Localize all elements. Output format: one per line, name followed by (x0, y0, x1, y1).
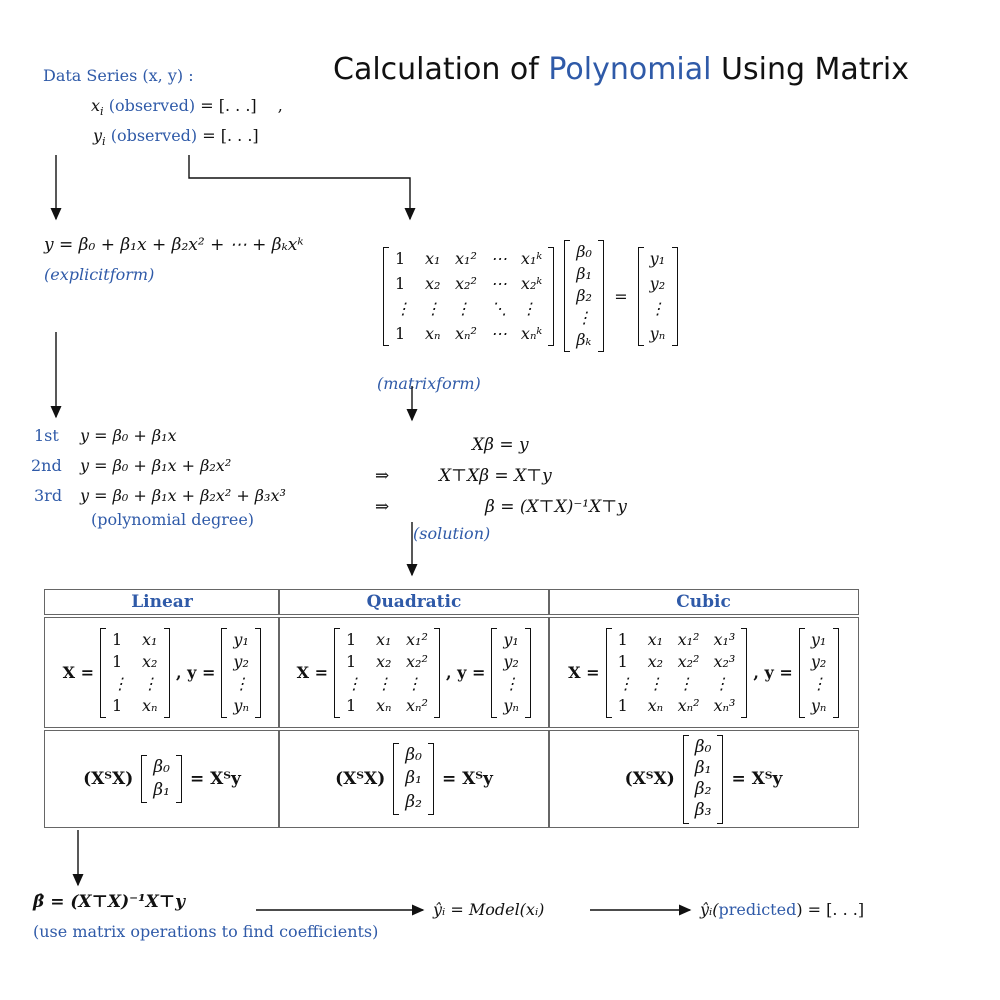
matrix-caption: (matrixform) (377, 374, 481, 393)
matrix-cell: xₙ² (455, 323, 477, 343)
matrix-cell: ⋮ (647, 673, 664, 693)
matrix-cell: xₙ (647, 695, 664, 715)
y-label: , y = (445, 663, 486, 682)
matrix-cell: x₁ (647, 629, 663, 649)
matrix-cell: x₂² (455, 273, 477, 293)
y-label: , y = (753, 663, 793, 682)
matrix-cell: y₁ (503, 629, 519, 649)
matrix-cell: ⋱ (490, 298, 507, 318)
matrix-cell: β₁ (153, 780, 170, 800)
model-equation: ŷᵢ = Model(xᵢ) (433, 900, 545, 919)
matrix-cell: xₙ² (677, 695, 700, 715)
matrix-cell: β₂ (576, 286, 592, 305)
solution-arrow: ⇒ (375, 497, 390, 517)
matrix-cell: xₙᵏ (520, 323, 543, 343)
matrix-cell: ⋮ (406, 673, 423, 693)
matrix-cell: 1 (617, 651, 628, 671)
predicted-word: predicted (718, 900, 797, 919)
explicit-equation: y = β₀ + β₁x + β₂x² + ⋯ + βₖxᵏ (44, 235, 304, 255)
normal-lhs: (XᵀX) (335, 769, 386, 789)
normal-rhs: = Xᵀy (189, 769, 241, 789)
matrix-cell: xₙ (425, 323, 441, 343)
matrix-cell: y₂ (649, 273, 666, 293)
matrix-cell: x₂² (677, 651, 700, 671)
normal-rhs: = Xᵀy (441, 769, 493, 789)
matrix-cell: x₁ (141, 629, 158, 649)
matrix-cell: β₁ (694, 757, 712, 778)
matrix-cell: x₂³ (713, 651, 736, 671)
solution-equation: Xβ = y (472, 435, 529, 455)
matrix-cell: 1 (111, 695, 123, 715)
matrix-cell: ⋮ (455, 298, 471, 318)
matrix-cell: β₀ (576, 242, 592, 261)
matrix-cell: ⋯ (490, 323, 507, 343)
solution-arrow: ⇒ (375, 466, 390, 486)
matrix-cell: ⋮ (346, 673, 363, 693)
title-prefix: Calculation of (333, 52, 549, 87)
explicit-caption: (explicitform) (44, 265, 155, 284)
matrix-cell: xₙ³ (713, 695, 736, 715)
y-note: (observed) (110, 126, 198, 145)
matrix-cell: ⋮ (677, 673, 694, 693)
matrix-cell: 1 (395, 323, 406, 343)
matrix-cell: yₙ (233, 695, 249, 715)
x-var: x (91, 96, 101, 115)
x-comma: , (277, 96, 283, 115)
matrix-cell: βₖ (576, 330, 592, 349)
x-sub: i (100, 105, 104, 119)
x-note: (observed) (108, 96, 196, 115)
matrix-cell: ⋮ (376, 673, 393, 693)
degree-label: 3rd (34, 486, 63, 505)
matrix-cell: x₂ (141, 651, 158, 671)
matrix-cell: x₂² (406, 651, 428, 671)
matrix-cell: yₙ (503, 695, 519, 715)
solution-equation: β = (X⊤X)⁻¹X⊤y (485, 497, 627, 517)
matrix-cell: ⋮ (810, 673, 827, 693)
matrix-cell: ⋮ (111, 673, 128, 693)
matrix-cell: 1 (617, 629, 628, 649)
matrix-cell: 1 (346, 651, 357, 671)
matrix-cell: x₁³ (713, 629, 736, 649)
matrix-cell: ⋮ (233, 673, 250, 693)
x-value: = [. . .] (200, 96, 257, 115)
matrix-cell: xₙ² (406, 695, 428, 715)
title-highlight: Polynomial (548, 52, 712, 87)
predicted-prefix: ŷᵢ( (700, 900, 719, 919)
y-value: = [. . .] (202, 126, 259, 145)
matrix-cell: x₁² (677, 629, 700, 649)
y-sub: i (102, 135, 106, 149)
predicted-suffix: ) = [. . .] (796, 900, 865, 919)
matrix-cell: x₂ᵏ (520, 273, 543, 293)
degree-label: 2nd (31, 456, 62, 475)
matrix-cell: 1 (346, 695, 357, 715)
matrix-cell: ⋮ (576, 308, 593, 327)
matrix-cell: ⋯ (490, 248, 507, 268)
matrix-cell: β₃ (694, 800, 712, 821)
matrix-cell: xₙ (376, 695, 392, 715)
matrix-cell: β₀ (153, 756, 170, 777)
matrix-cell: y₂ (503, 651, 519, 671)
matrix-cell: β₁ (576, 264, 592, 283)
matrix-cell: xₙ (141, 695, 158, 715)
matrix-cell: y₂ (233, 651, 249, 671)
matrix-cell: β₁ (405, 768, 422, 789)
matrix-cell: ⋮ (713, 673, 730, 693)
matrix-cell: 1 (395, 273, 406, 293)
beta-hat-equation: β̂ = (X⊤X)⁻¹X⊤y (33, 892, 185, 912)
x-label: X = (296, 663, 329, 682)
matrix-equals: = (614, 286, 628, 306)
degree-caption: (polynomial degree) (91, 510, 255, 529)
matrix-cell: y₁ (810, 629, 827, 649)
degree-equation: y = β₀ + β₁x + β₂x² + β₃x³ (80, 486, 286, 505)
solution-caption: (solution) (413, 524, 491, 543)
matrix-cell: 1 (346, 629, 357, 649)
matrix-cell: β₀ (405, 745, 422, 766)
matrix-cell: ⋮ (425, 298, 441, 318)
matrix-cell: y₁ (233, 629, 249, 649)
header-label: Linear (131, 592, 193, 612)
matrix-cell: 1 (395, 248, 406, 268)
matrix-cell: x₂ (647, 651, 663, 671)
matrix-cell: x₁² (455, 248, 477, 268)
y-label: , y = (175, 663, 216, 682)
solution-equation: X⊤Xβ = X⊤y (439, 466, 552, 486)
matrix-cell: β₀ (694, 736, 712, 757)
matrix-cell: x₁ (425, 248, 441, 268)
matrix-cell: ⋮ (520, 298, 537, 318)
matrix-cell: yₙ (810, 695, 827, 715)
matrix-cell: x₂ (425, 273, 441, 293)
matrix-cell: β₂ (694, 779, 712, 799)
degree-equation: y = β₀ + β₁x + β₂x² (80, 456, 232, 475)
normal-lhs: (XᵀX) (624, 769, 675, 789)
y-var: y (93, 126, 103, 145)
matrix-cell: ⋮ (617, 673, 634, 693)
degree-equation: y = β₀ + β₁x (80, 426, 177, 445)
matrix-cell: x₁ᵏ (520, 248, 543, 268)
matrix-cell: ⋮ (649, 298, 666, 318)
data-series-label: Data Series (x, y) : (43, 66, 194, 85)
title-suffix: Using Matrix (711, 52, 909, 87)
matrix-cell: x₁ (376, 629, 392, 649)
x-label: X = (62, 663, 94, 682)
normal-lhs: (XᵀX) (83, 769, 134, 789)
matrix-cell: x₂ (376, 651, 392, 671)
degree-label: 1st (34, 426, 59, 445)
header-label: Cubic (676, 592, 731, 612)
matrix-cell: 1 (111, 651, 123, 671)
beta-hat-caption: (use matrix operations to find coefficients) (33, 922, 379, 941)
matrix-cell: 1 (111, 629, 123, 649)
matrix-cell: x₁² (406, 629, 428, 649)
matrix-cell: ⋮ (395, 298, 411, 318)
matrix-cell: ⋯ (490, 273, 507, 293)
matrix-cell: y₂ (810, 651, 827, 671)
matrix-cell: y₁ (649, 248, 666, 268)
matrix-cell: 1 (617, 695, 628, 715)
matrix-cell: yₙ (649, 323, 666, 343)
arrow-series-to-matrix (189, 155, 410, 219)
normal-rhs: = Xᵀy (731, 769, 783, 789)
matrix-cell: ⋮ (503, 673, 520, 693)
matrix-cell: β₂ (405, 791, 422, 812)
x-label: X = (568, 663, 600, 682)
matrix-cell: ⋮ (141, 673, 158, 693)
header-label: Quadratic (366, 592, 462, 612)
